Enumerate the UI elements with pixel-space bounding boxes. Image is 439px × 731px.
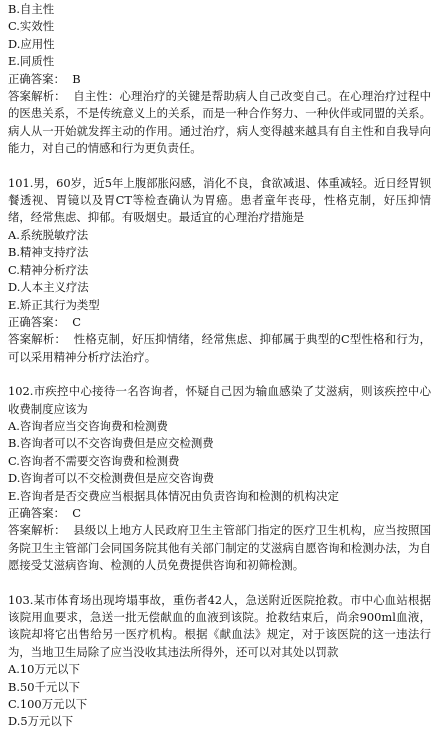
analysis-text: 性格克制，好压抑情绪，经常焦虑、抑郁属于典型的C型性格和行为，可以采用精神分析疗法治疗。 (8, 332, 431, 364)
option-d: D.咨询者可以不交检测费但是应交咨询费 (8, 471, 214, 486)
option-b: B.自主性 (8, 2, 55, 16)
spacer (8, 366, 431, 383)
option-a: A.咨询者应当交咨询费和检测费 (8, 418, 168, 433)
option-c: C.实效性 (8, 19, 55, 34)
answer-value: C (72, 314, 81, 329)
answer-label: 正确答案： (8, 505, 65, 520)
option-b: B.咨询者可以不交咨询费但是应交检测费 (8, 436, 214, 451)
question-103 (8, 592, 431, 731)
option-d: D.5万元以下 (8, 714, 74, 729)
analysis-label: 答案解析： (8, 332, 67, 347)
option-a: A.10万元以下 (8, 662, 80, 677)
analysis-label: 答案解析： (8, 523, 66, 538)
option-e: E.同质性 (8, 54, 55, 69)
analysis-label: 答案解析： (8, 89, 66, 104)
option-e: E.咨询者是否交费应当根据具体情况由负责咨询和检测的机构决定 (8, 488, 339, 503)
answer-analysis (8, 522, 431, 574)
answer-label: 正确答案： (8, 71, 65, 86)
correct-answer (8, 314, 431, 331)
answer-value: C (72, 505, 81, 520)
option-c: C.精神分析疗法 (8, 262, 89, 277)
answer-analysis (8, 88, 431, 158)
question-101 (8, 175, 431, 366)
analysis-text: 自主性：心理治疗的关键是帮助病人自己改变自己。在心理治疗过程中的医患关系，不是传统意义上的关系，而是一种合作努力、一种伙伴或同盟的关系。病人从一开始就发挥主动的作用。通过治疗，病人变得越来越具有自主性和自我导向能力，对自己的情感和行为更负责任。 (8, 89, 431, 156)
option-c: C.100万元以下 (8, 697, 88, 712)
correct-answer (8, 71, 431, 88)
question-stem: 102.市疾控中心接待一名咨询者，怀疑自己因为输血感染了艾滋病，则该疾控中心收费制度应该为 (8, 384, 431, 416)
option-a: A.系统脱敏疗法 (8, 227, 89, 242)
option-e: E.矫正其行为类型 (8, 297, 100, 312)
question-102 (8, 383, 431, 574)
question-100-tail (8, 1, 431, 158)
option-d: D.应用性 (8, 36, 55, 51)
answer-value: B (72, 71, 81, 86)
option-d: D.人本主义疗法 (8, 280, 89, 295)
option-c: C.咨询者不需要交咨询费和检测费 (8, 453, 180, 468)
option-b: B.精神支持疗法 (8, 245, 89, 260)
analysis-text: 县级以上地方人民政府卫生主管部门指定的医疗卫生机构，应当按照国务院卫生主管部门会同国务院其他有关部门制定的艾滋病自愿咨询和检测办法，为自愿接受艾滋病咨询、检测的人员免费提供咨询和初筛检测。 (8, 523, 431, 573)
spacer (8, 158, 431, 175)
question-stem: 101.男，60岁，近5年上腹部胀闷感，消化不良，食欲减退、体重减轻。近日经胃钡餐透视、胃镜以及胃CT等检查确认为胃癌。患者童年丧母，性格克制，好压抑情绪，经常焦虑、抑郁。有吸烟史。最适宜的心理治疗措施是 (8, 175, 431, 225)
answer-label: 正确答案： (8, 314, 65, 329)
spacer (8, 575, 431, 592)
answer-analysis (8, 331, 431, 366)
correct-answer (8, 505, 431, 522)
question-stem: 103.某市体育场出现垮塌事故，重伤者42人，急送附近医院抢救。市中心血站根据该院用血要求，急送一批无偿献血的血液到该院。抢救结束后，尚余900ml血液，该院却将它出售给另一医疗机构。根据《献血法》规定，对于该医院的这一违法行为，当地卫生局除了应当没收其违法所得外，还可以对其处以罚款 (8, 592, 431, 659)
option-b: B.50千元以下 (8, 679, 81, 694)
